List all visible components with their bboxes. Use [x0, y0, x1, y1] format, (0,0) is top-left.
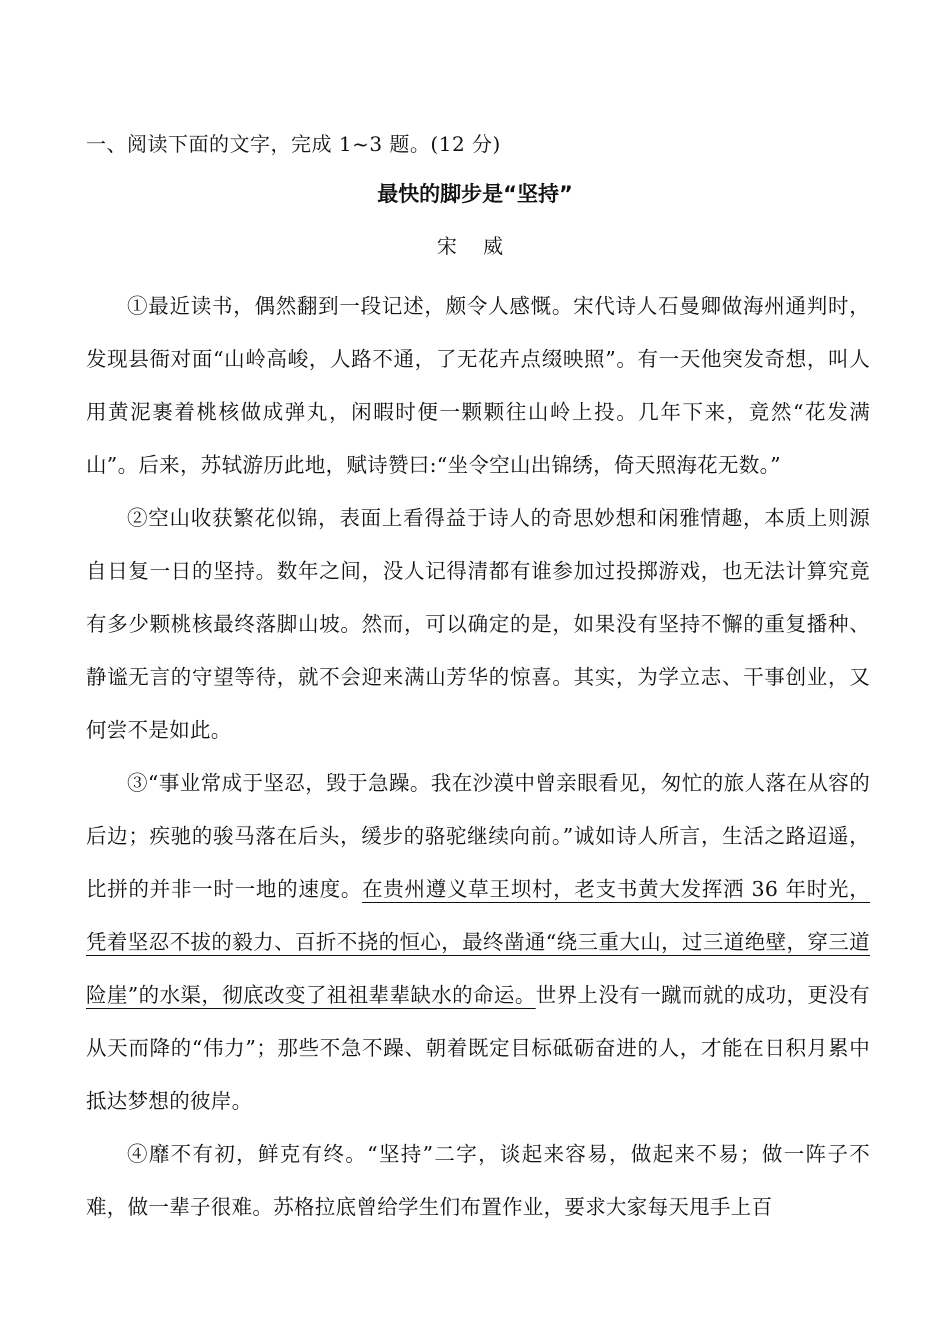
paragraph-3 — [86, 757, 870, 1128]
article-title: 最快的脚步是“坚持” — [377, 182, 573, 206]
question-instruction: 一、阅读下面的文字，完成 1~3 题。(12 分) — [86, 132, 501, 156]
article-body — [86, 280, 870, 1234]
paragraph-1: ①最近读书，偶然翻到一段记述，颇令人感慨。宋代诗人石曼卿做海州通判时，发现县衙对面“山岭高峻，人路不通，了无花卉点缀映照”。有一天他突发奇想，叫人用黄泥裹着桃核做成弹丸，闲暇时便一颗颗往山岭上投。几年下来，竟然“花发满山”。后来，苏轼游历此地，赋诗赞曰:“坐令空山出锦绣，倚天照海花无数。” — [86, 294, 870, 477]
paragraph-3-text-after: 世界上没有一蹴而就的成功，更没有从天而降的“伟力”；那些不急不躁、朝着既定目标砥砺奋进的人，才能在日积月累中抵达梦想的彼岸。 — [86, 983, 870, 1113]
underlined-sentence: 在贵州遵义草王坝村，老支书黄大发挥洒 36 年时光，凭着坚忍不拔的毅力、百折不挠的恒心，最终凿通“绕三重大山，过三道绝壁，穿三道险崖”的水渠，彻底改变了祖祖辈辈缺水的命运。 — [86, 877, 870, 1007]
paragraph-2: ②空山收获繁花似锦，表面上看得益于诗人的奇思妙想和闲雅情趣，本质上则源自日复一日的坚持。数年之间，没人记得清都有谁参加过投掷游戏，也无法计算究竟有多少颗桃核最终落脚山坡。然而，可以确定的是，如果没有坚持不懈的重复播种、静谧无言的守望等待，就不会迎来满山芳华的惊喜。其实，为学立志、干事创业，又何尝不是如此。 — [86, 506, 870, 742]
article-author: 宋 威 — [436, 234, 514, 258]
paragraph-4: ④靡不有初，鲜克有终。“坚持”二字，谈起来容易，做起来不易；做一阵子不难，做一辈子很难。苏格拉底曾给学生们布置作业，要求大家每天甩手上百 — [86, 1142, 870, 1219]
paragraph-3-text-before: ③“事业常成于坚忍，毁于急躁。我在沙漠中曾亲眼看见，匆忙的旅人落在从容的后边；疾驰的骏马落在后头，缓步的骆驼继续向前。”诚如诗人所言，生活之路迢遥，比拼的并非一时一地的速度。 — [86, 771, 870, 901]
